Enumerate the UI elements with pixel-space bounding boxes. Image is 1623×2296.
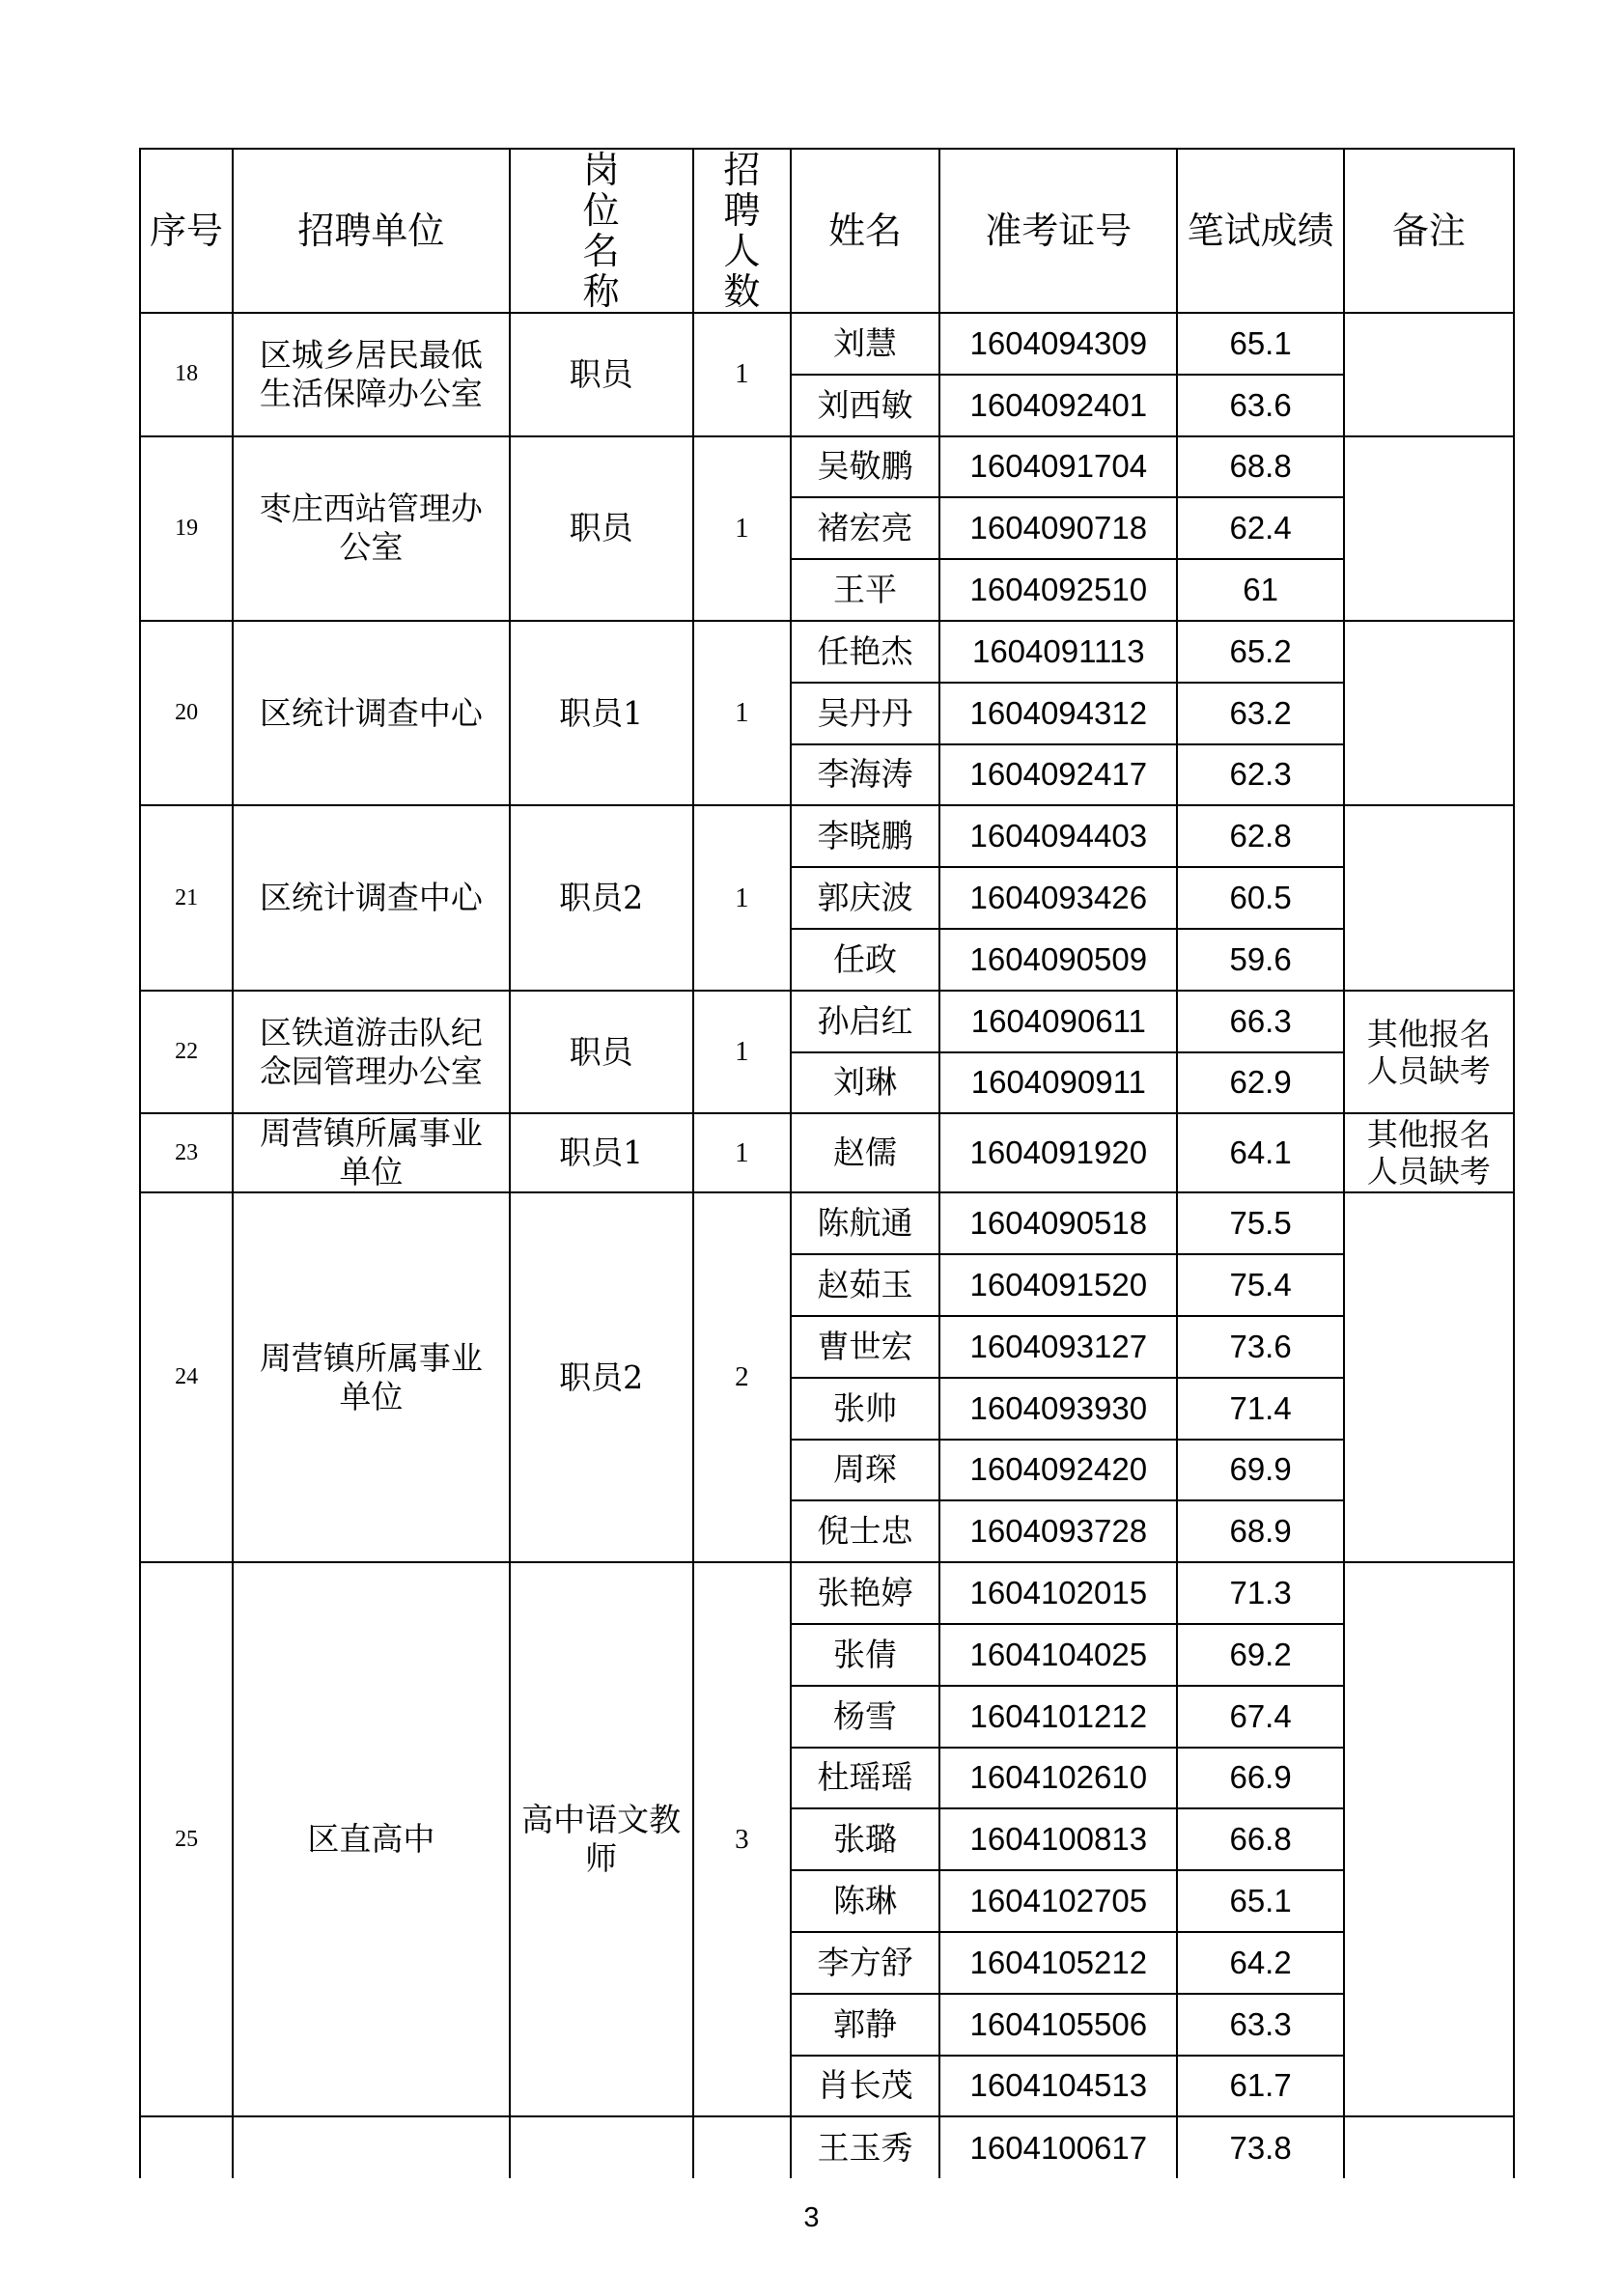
score-cell: 65.1: [1177, 313, 1343, 375]
name-cell: 肖长茂: [791, 2056, 939, 2117]
count-cell: 1: [693, 313, 791, 436]
table-row: [140, 2116, 1514, 2178]
score-cell: 62.9: [1177, 1052, 1343, 1114]
name-cell: 刘西敏: [791, 375, 939, 436]
exam-id-cell: 1604093930: [939, 1378, 1177, 1440]
post-cell: [510, 436, 693, 621]
exam-id-cell: 1604093426: [939, 867, 1177, 929]
exam-id-cell: 1604092417: [939, 744, 1177, 806]
score-cell: 63.6: [1177, 375, 1343, 436]
unit-cell: [233, 313, 509, 436]
score-cell: 62.3: [1177, 744, 1343, 806]
seq-cell: 19: [140, 436, 233, 621]
count-cell: 1: [693, 621, 791, 805]
score-cell: 68.8: [1177, 436, 1343, 498]
name-cell: 张璐: [791, 1808, 939, 1870]
exam-id-cell: 1604091520: [939, 1254, 1177, 1316]
name-cell: 任艳杰: [791, 621, 939, 683]
seq-cell: 21: [140, 805, 233, 990]
unit-cell: [233, 991, 509, 1114]
seq-cell: 20: [140, 621, 233, 805]
post-cell-text: 职员: [569, 1032, 633, 1071]
score-cell: 63.3: [1177, 1994, 1343, 2056]
count-cell: 2: [693, 1192, 791, 1562]
name-cell: 杜瑶瑶: [791, 1748, 939, 1809]
count-cell: 1: [693, 1113, 791, 1192]
header-seq: 序号: [140, 149, 233, 313]
exam-id-cell: 1604092401: [939, 375, 1177, 436]
post-cell: [510, 2116, 693, 2178]
exam-id-cell: 1604094312: [939, 683, 1177, 744]
score-cell: 62.8: [1177, 805, 1343, 867]
seq-cell: [140, 2116, 233, 2178]
unit-cell-text: 周营镇所属事业单位: [259, 1338, 483, 1415]
seq-cell: 23: [140, 1113, 233, 1192]
name-cell: 赵儒: [791, 1113, 939, 1192]
exam-id-cell: 1604092510: [939, 559, 1177, 621]
score-cell: 61: [1177, 559, 1343, 621]
name-cell: 褚宏亮: [791, 497, 939, 559]
count-cell: [693, 2116, 791, 2178]
exam-id-cell: 1604105212: [939, 1932, 1177, 1994]
header-unit: 招聘单位: [233, 149, 509, 313]
unit-cell-text: 周营镇所属事业单位: [259, 1114, 483, 1191]
name-cell: 郭静: [791, 1994, 939, 2056]
count-cell: 1: [693, 805, 791, 990]
seq-cell: 22: [140, 991, 233, 1114]
note-cell: [1344, 436, 1514, 621]
exam-id-cell: 1604093728: [939, 1500, 1177, 1562]
exam-id-cell: 1604094309: [939, 313, 1177, 375]
unit-cell: [233, 1562, 509, 2116]
header-score: 笔试成绩: [1177, 149, 1343, 313]
name-cell: 王玉秀: [791, 2116, 939, 2178]
score-cell: 66.8: [1177, 1808, 1343, 1870]
exam-id-cell: 1604100813: [939, 1808, 1177, 1870]
score-cell: 65.1: [1177, 1870, 1343, 1932]
name-cell: 王平: [791, 559, 939, 621]
score-cell: 75.4: [1177, 1254, 1343, 1316]
exam-id-cell: 1604105506: [939, 1994, 1177, 2056]
exam-id-cell: 1604092420: [939, 1440, 1177, 1501]
name-cell: 李晓鹏: [791, 805, 939, 867]
page-number: 3: [803, 2202, 820, 2233]
exam-id-cell: 1604090718: [939, 497, 1177, 559]
score-cell: 66.9: [1177, 1748, 1343, 1809]
exam-id-cell: 1604093127: [939, 1316, 1177, 1378]
exam-id-cell: 1604094403: [939, 805, 1177, 867]
table-row: [140, 1192, 1514, 1254]
exam-id-cell: 1604090518: [939, 1192, 1177, 1254]
exam-id-cell: 1604102705: [939, 1870, 1177, 1932]
seq-cell: 24: [140, 1192, 233, 1562]
name-cell: 刘慧: [791, 313, 939, 375]
note-cell: [1344, 991, 1514, 1114]
score-cell: 66.3: [1177, 991, 1343, 1052]
count-cell: 3: [693, 1562, 791, 2116]
unit-cell-text: 区统计调查中心: [259, 693, 483, 732]
score-cell: 73.6: [1177, 1316, 1343, 1378]
score-cell: 69.9: [1177, 1440, 1343, 1501]
header-note: 备注: [1344, 149, 1514, 313]
score-cell: 64.1: [1177, 1113, 1343, 1192]
score-cell: 69.2: [1177, 1624, 1343, 1686]
name-cell: 赵茹玉: [791, 1254, 939, 1316]
exam-id-cell: 1604090911: [939, 1052, 1177, 1114]
seq-cell: 25: [140, 1562, 233, 2116]
unit-cell-text: 区城乡居民最低生活保障办公室: [259, 335, 483, 412]
exam-id-cell: 1604090509: [939, 929, 1177, 991]
seq-cell: 18: [140, 313, 233, 436]
unit-cell: [233, 805, 509, 990]
header-name: 姓名: [791, 149, 939, 313]
name-cell: 张倩: [791, 1624, 939, 1686]
score-cell: 68.9: [1177, 1500, 1343, 1562]
unit-cell-text: 枣庄西站管理办公室: [259, 490, 483, 567]
name-cell: 陈航通: [791, 1192, 939, 1254]
exam-id-cell: 1604091920: [939, 1113, 1177, 1192]
note-cell: [1344, 805, 1514, 990]
post-cell: [510, 991, 693, 1114]
post-cell: [510, 1113, 693, 1192]
exam-id-cell: 1604104513: [939, 2056, 1177, 2117]
score-cell: 71.4: [1177, 1378, 1343, 1440]
name-cell: 任政: [791, 929, 939, 991]
score-cell: 62.4: [1177, 497, 1343, 559]
exam-id-cell: 1604090611: [939, 991, 1177, 1052]
note-cell: [1344, 313, 1514, 436]
score-cell: 73.8: [1177, 2116, 1343, 2178]
post-cell-text: 职员1: [559, 1134, 644, 1172]
unit-cell: [233, 1192, 509, 1562]
score-table: [139, 148, 1515, 2178]
name-cell: 刘琳: [791, 1052, 939, 1114]
note-cell: [1344, 1113, 1514, 1192]
unit-cell-text: 区铁道游击队纪念园管理办公室: [259, 1013, 483, 1090]
score-cell: 60.5: [1177, 867, 1343, 929]
unit-cell-text: 区统计调查中心: [259, 879, 483, 917]
exam-id-cell: 1604102015: [939, 1562, 1177, 1624]
header-post: 岗位名称: [510, 149, 693, 313]
exam-id-cell: 1604100617: [939, 2116, 1177, 2178]
name-cell: 吴丹丹: [791, 683, 939, 744]
note-cell: [1344, 2116, 1514, 2178]
score-cell: 64.2: [1177, 1932, 1343, 1994]
note-cell: [1344, 1562, 1514, 2116]
score-cell: 61.7: [1177, 2056, 1343, 2117]
post-cell-text: 职员2: [559, 879, 644, 917]
header-exam-id: 准考证号: [939, 149, 1177, 313]
score-cell: 63.2: [1177, 683, 1343, 744]
note-cell: [1344, 1192, 1514, 1562]
unit-cell: [233, 621, 509, 805]
score-cell: 75.5: [1177, 1192, 1343, 1254]
name-cell: 倪士忠: [791, 1500, 939, 1562]
header-count: 招聘人数: [693, 149, 791, 313]
name-cell: 曹世宏: [791, 1316, 939, 1378]
name-cell: 杨雪: [791, 1686, 939, 1748]
score-cell: 59.6: [1177, 929, 1343, 991]
table-row: [140, 805, 1514, 867]
name-cell: 陈琳: [791, 1870, 939, 1932]
exam-id-cell: 1604091704: [939, 436, 1177, 498]
note-cell: [1344, 621, 1514, 805]
header-row: [140, 149, 1514, 313]
name-cell: 周琛: [791, 1440, 939, 1501]
exam-id-cell: 1604104025: [939, 1624, 1177, 1686]
post-cell: [510, 1562, 693, 2116]
note-cell-text: 其他报名人员缺考: [1366, 1116, 1491, 1190]
table-row: [140, 991, 1514, 1052]
post-cell: [510, 1192, 693, 1562]
count-cell: 1: [693, 991, 791, 1114]
post-cell-text: 职员: [569, 509, 633, 547]
table-row: [140, 621, 1514, 683]
unit-cell: [233, 436, 509, 621]
table-row: [140, 1113, 1514, 1192]
name-cell: 孙启红: [791, 991, 939, 1052]
name-cell: 郭庆波: [791, 867, 939, 929]
post-cell-text: 职员2: [559, 1358, 644, 1396]
post-cell: [510, 805, 693, 990]
post-cell-text: 职员1: [559, 693, 644, 732]
table-row: [140, 436, 1514, 498]
post-cell: [510, 313, 693, 436]
table-body: [140, 313, 1514, 2178]
score-cell: 67.4: [1177, 1686, 1343, 1748]
name-cell: 张帅: [791, 1378, 939, 1440]
score-cell: 71.3: [1177, 1562, 1343, 1624]
table-row: [140, 1562, 1514, 1624]
exam-id-cell: 1604102610: [939, 1748, 1177, 1809]
note-cell-text: 其他报名人员缺考: [1366, 1015, 1491, 1089]
exam-id-cell: 1604091113: [939, 621, 1177, 683]
unit-cell-text: 区直高中: [307, 1820, 435, 1859]
table-row: [140, 313, 1514, 375]
post-cell-text: 职员: [569, 354, 633, 393]
post-cell-text: 高中语文教师: [521, 1801, 682, 1878]
score-cell: 65.2: [1177, 621, 1343, 683]
name-cell: 张艳婷: [791, 1562, 939, 1624]
unit-cell: [233, 2116, 509, 2178]
unit-cell: [233, 1113, 509, 1192]
name-cell: 吴敬鹏: [791, 436, 939, 498]
exam-id-cell: 1604101212: [939, 1686, 1177, 1748]
name-cell: 李方舒: [791, 1932, 939, 1994]
post-cell: [510, 621, 693, 805]
name-cell: 李海涛: [791, 744, 939, 806]
count-cell: 1: [693, 436, 791, 621]
